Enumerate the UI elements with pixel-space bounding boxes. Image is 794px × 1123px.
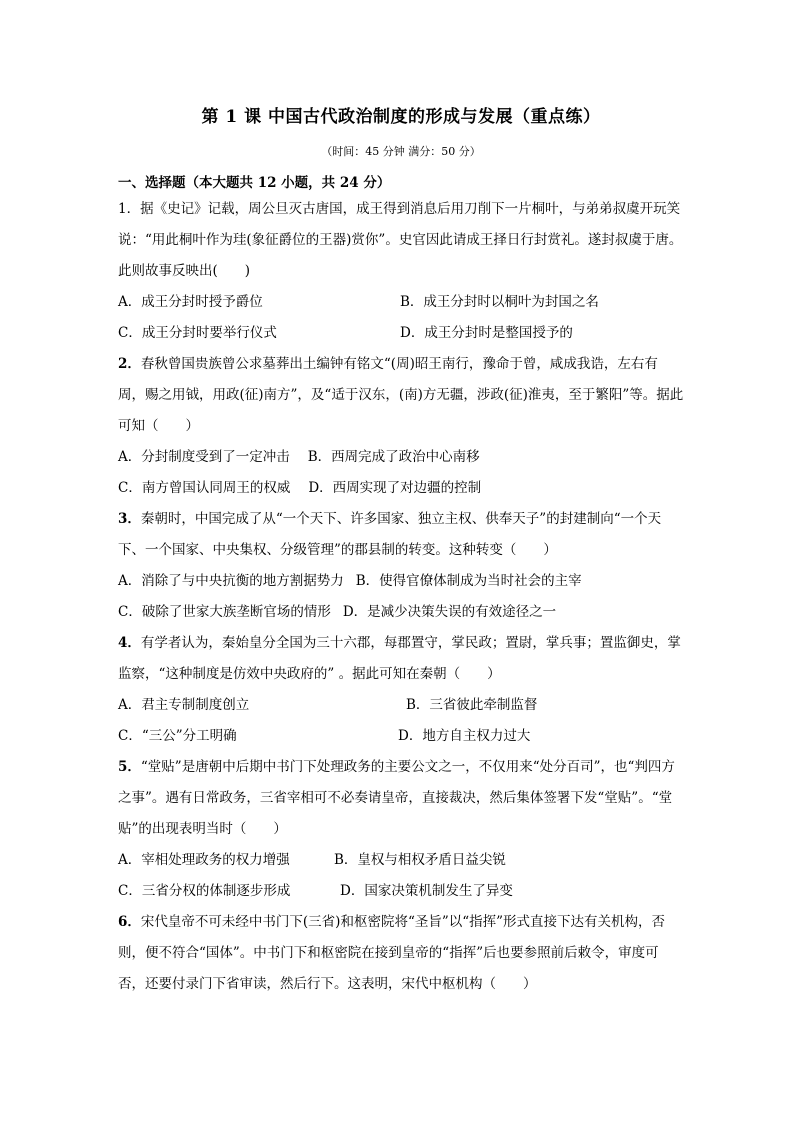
question-5 (118, 752, 684, 907)
page-title: 第 1 课 中国古代政治制度的形成与发展（重点练） (201, 107, 601, 127)
question-text: 有学者认为，秦始皇分全国为三十六郡，每郡置守，掌民政；置尉，掌兵事；置监御史，掌监察，“这种制度是仿效中央政府的” 。据此可知在秦朝（ ） (118, 635, 681, 682)
question-stem (118, 907, 684, 1000)
option-a[interactable]: A．分封制度受到了一定冲击 (118, 449, 290, 465)
option-b[interactable]: B．西周完成了政治中心南移 (307, 449, 480, 465)
question-1 (118, 194, 684, 349)
option-c[interactable]: C．“三公”分工明确 (118, 728, 237, 744)
option-a[interactable]: A．消除了与中央抗衡的地方割据势力 (118, 573, 344, 589)
exam-time-info: （时间：45 分钟 满分：50 分） (321, 145, 481, 158)
option-a[interactable]: A．成王分封时授予爵位 (118, 294, 263, 310)
option-row (118, 442, 684, 473)
question-text: 据《史记》记载，周公旦灭古唐国，成王得到消息后用刀削下一片桐叶，与弟弟叔虞开玩笑说：“用此桐叶作为珪(象征爵位的王器)赏你”。史官因此请成王择日行封赏礼。遂封叔虞于唐。此则故事反映出( ) (118, 201, 683, 279)
question-text: 春秋曾国贵族曾公求墓葬出土编钟有铭文“(周)昭王南行，豫命于曾，咸成我诰，左右有周，赐之用钺，用政(征)南方”，及“适于汉东，(南)方无疆，涉政(征)淮夷，至于繁阳”等。据此可知（ ） (118, 356, 684, 434)
exam-page (118, 104, 684, 1000)
option-b[interactable]: B．皇权与相权矛盾日益尖锐 (334, 852, 506, 868)
option-row (118, 721, 684, 752)
option-b[interactable]: B．三省彼此牵制监督 (406, 697, 538, 713)
question-text: 秦朝时，中国完成了从“一个天下、许多国家、独立主权、供奉天子”的封建制向“一个天下、一个国家、中央集权、分级管理”的郡县制的转变。这种转变（ ） (118, 511, 662, 558)
question-stem (118, 628, 684, 690)
option-c[interactable]: C．成王分封时要举行仪式 (118, 325, 277, 341)
question-number: 4． (118, 635, 141, 651)
option-d[interactable]: D．是减少决策失误的有效途径之一 (342, 604, 557, 620)
question-number: 3． (118, 511, 141, 527)
question-text: “堂贴”是唐朝中后期中书门下处理政务的主要公文之一，不仅用来“处分百司”，也“判四方之事”。遇有日常政务，三省宰相可不必奏请皇帝，直接裁决，然后集体签署下发“堂贴”。“堂贴”的出现表明当时（ ） (118, 759, 675, 837)
option-row (118, 473, 684, 504)
question-4 (118, 628, 684, 752)
option-row (118, 287, 684, 318)
option-d[interactable]: D．西周实现了对边疆的控制 (308, 480, 482, 496)
option-c[interactable]: C．破除了世家大族垄断官场的情形 (118, 604, 331, 620)
option-d[interactable]: D．成王分封时是整国授予的 (400, 325, 573, 341)
question-number: 6． (118, 914, 141, 930)
option-row (118, 876, 684, 907)
question-6 (118, 907, 684, 1000)
question-3 (118, 504, 684, 628)
section-heading: 一、选择题（本大题共 12 小题，共 24 分） (118, 175, 391, 191)
option-a[interactable]: A．君主专制制度创立 (118, 697, 250, 713)
option-row (118, 566, 684, 597)
question-stem (118, 752, 684, 845)
question-number: 5． (118, 759, 141, 775)
question-number: 2． (118, 356, 141, 372)
question-2 (118, 349, 684, 504)
option-row (118, 318, 684, 349)
option-d[interactable]: D．地方自主权力过大 (398, 728, 531, 744)
question-stem (118, 349, 684, 442)
option-row (118, 597, 684, 628)
option-c[interactable]: C．三省分权的体制逐步形成 (118, 883, 291, 899)
question-stem (118, 504, 684, 566)
option-row (118, 845, 684, 876)
question-number: 1． (118, 201, 141, 217)
option-b[interactable]: B．成王分封时以桐叶为封国之名 (400, 294, 599, 310)
option-row (118, 690, 684, 721)
option-a[interactable]: A．宰相处理政务的权力增强 (118, 852, 290, 868)
question-stem (118, 194, 684, 287)
option-c[interactable]: C．南方曾国认同周王的权威 (118, 480, 291, 496)
option-b[interactable]: B．使得官僚体制成为当时社会的主宰 (355, 573, 582, 589)
option-d[interactable]: D．国家决策机制发生了异变 (340, 883, 513, 899)
question-text: 宋代皇帝不可未经中书门下(三省)和枢密院将“圣旨”以“指挥”形式直接下达有关机构，否则，便不符合“国体”。中书门下和枢密院在接到皇帝的“指挥”后也要参照前后敕令，审度可否，还要付录门下省审读，然后行下。这表明，宋代中枢机构（ ） (118, 914, 666, 992)
